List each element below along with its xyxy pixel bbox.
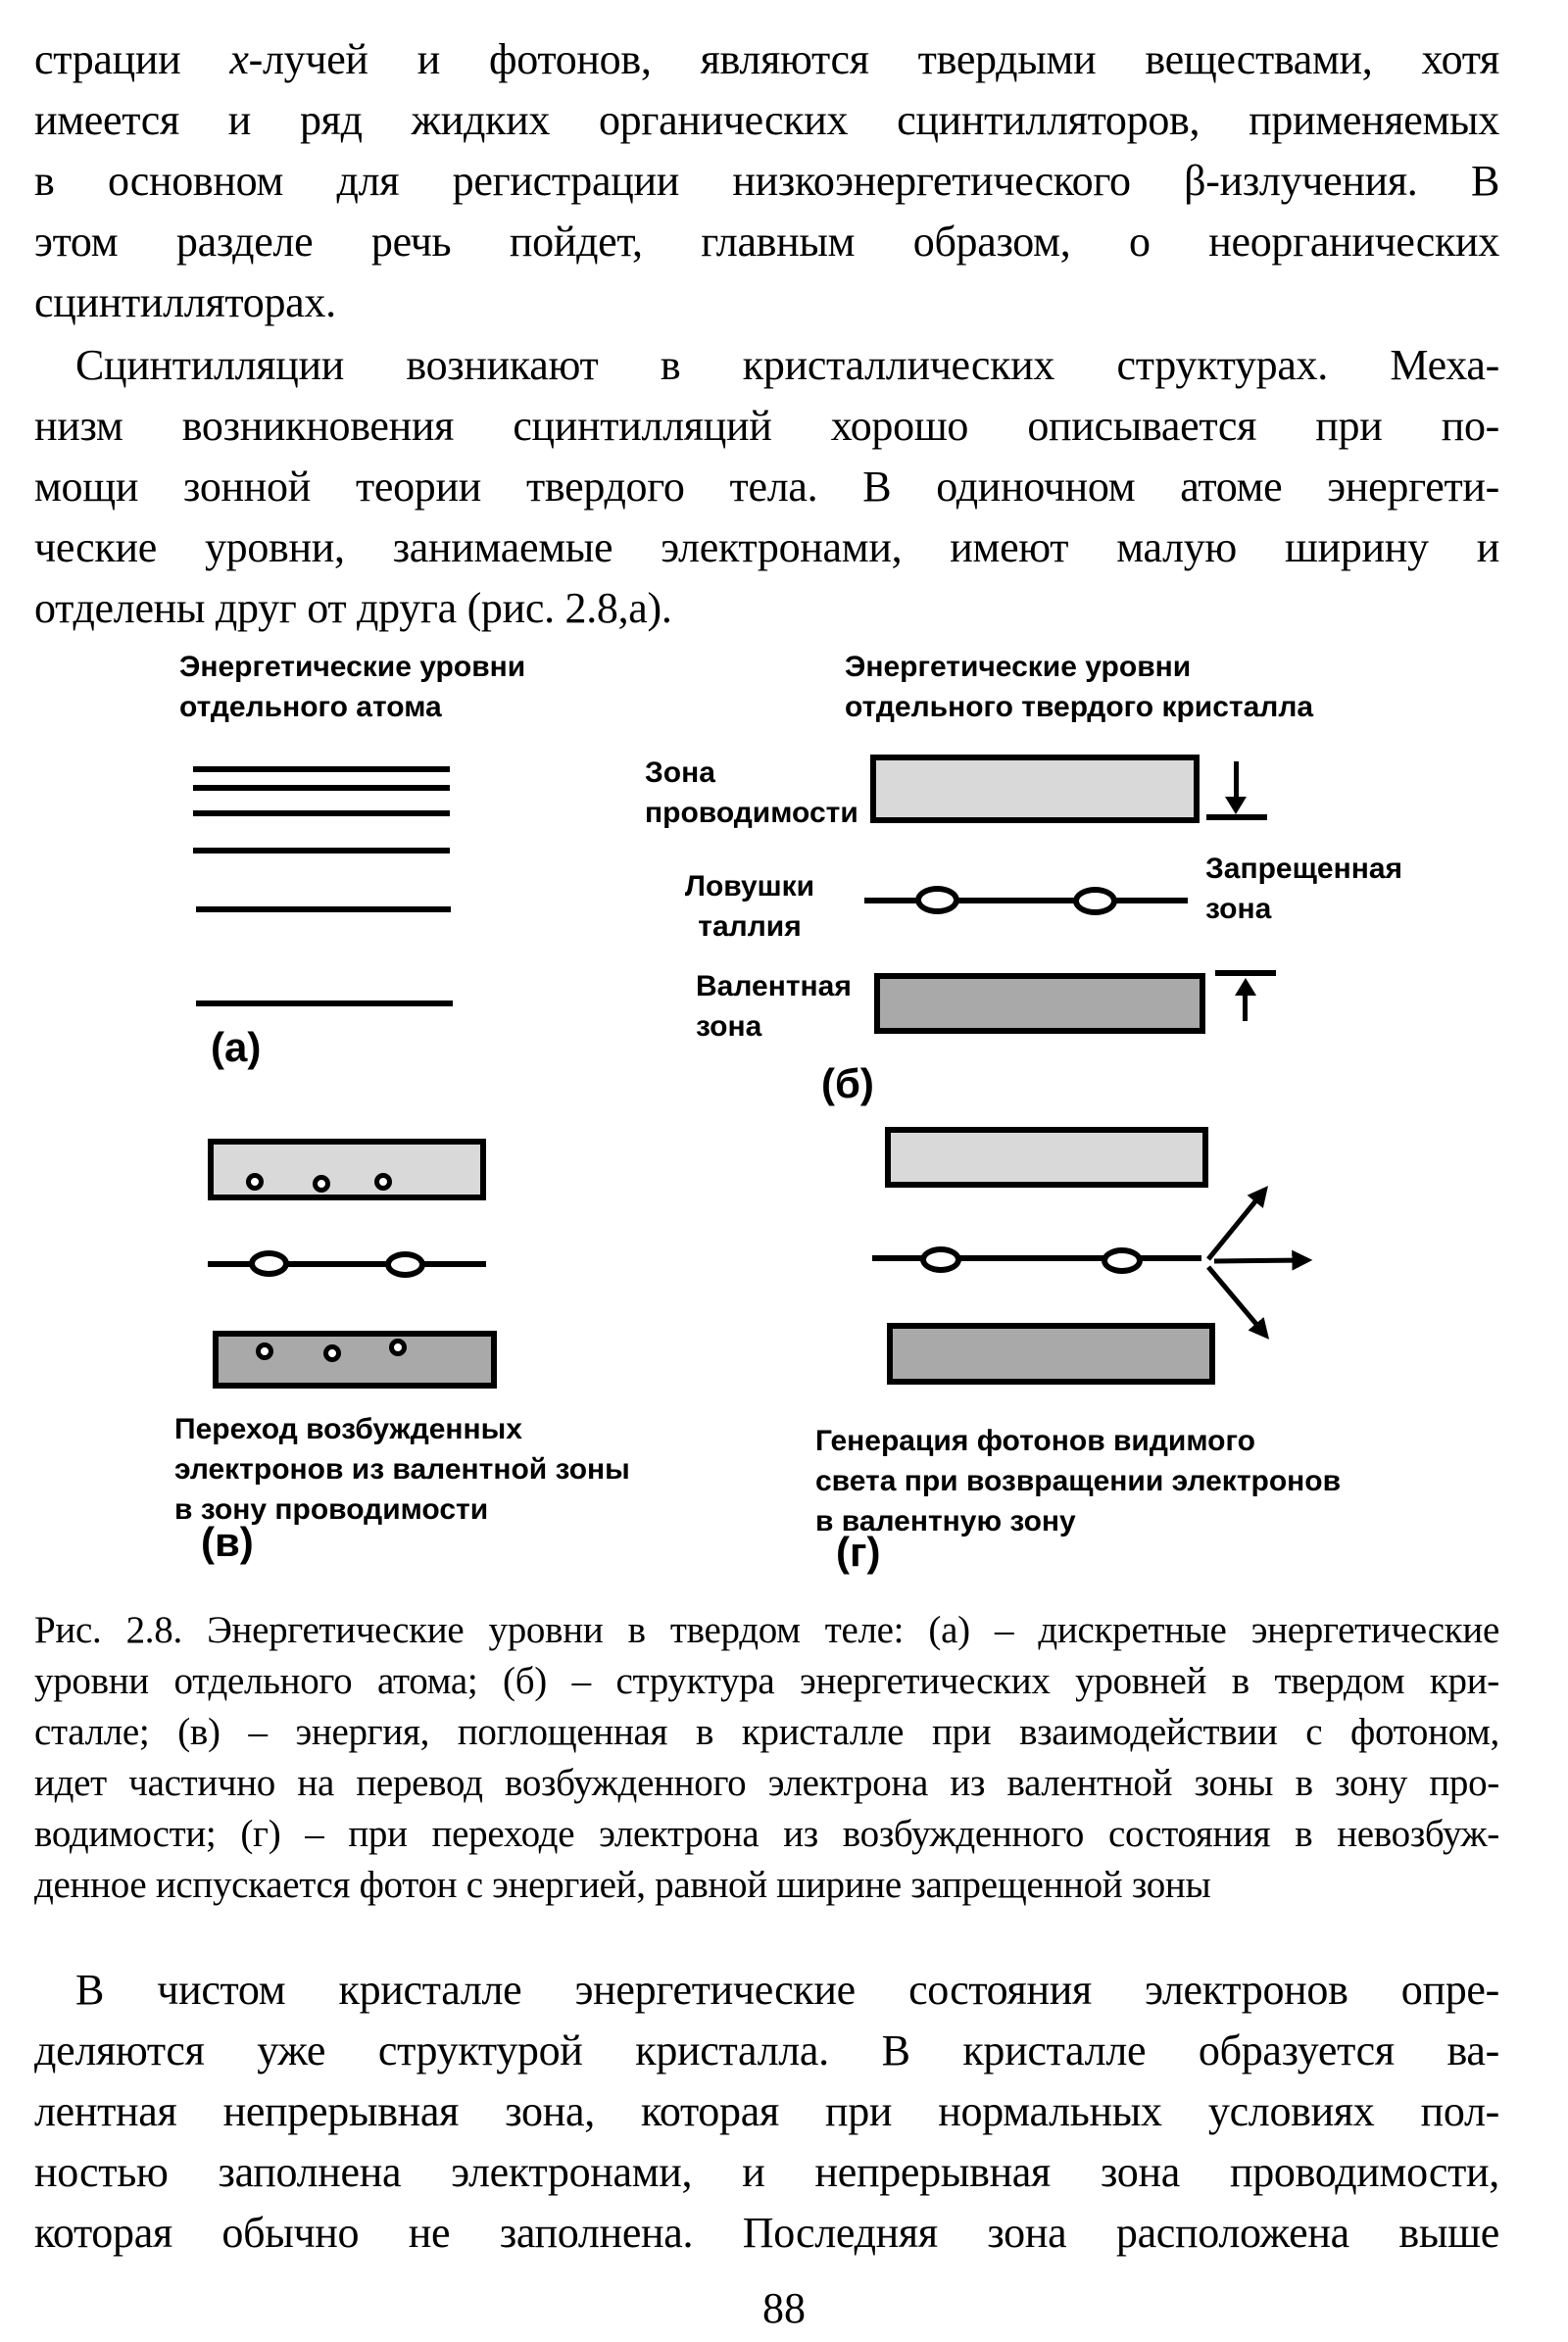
caption-line: света при возвращении электронов [815,1465,1342,1497]
electron-dot-icon [389,1339,407,1356]
energy-level-line [193,810,450,816]
energy-level-line [196,1000,453,1006]
valence-band-rect [213,1331,497,1389]
caption-line: электронов из валентной зоны [174,1453,630,1486]
panel-a-tag: (а) [211,1024,262,1070]
panel-b-title [845,647,1313,727]
label-line: Валентная [696,970,852,1002]
trap-ellipse-icon [915,886,959,914]
label-line: зона [696,1010,762,1043]
conduction-band-label [645,753,858,833]
text-line: отделены друг от друга (рис. 2.8,а). [34,584,672,632]
arrow-head [1225,797,1247,814]
italic-x-run: x [229,35,249,83]
trap-ellipse-icon [920,1246,961,1273]
paragraph-2 [34,335,1499,639]
caption-line: Генерация фотонов видимого [815,1425,1255,1457]
gap-tick-bar [1206,814,1267,820]
caption-line: Рис. 2.8. Энергетические уровни в твердом теле: (а) – дискретные энергетические [34,1609,1499,1651]
text-line: Сцинтилляции возникают в кристаллических структурах. Меха- [75,341,1499,389]
panel-b-tag: (б) [821,1060,874,1106]
paragraph-3 [34,1960,1499,2264]
caption-line: идет частично на перевод возбужденного электрона из валентной зоны в зону про- [34,1762,1499,1804]
gap-tick-bar [1215,970,1276,976]
valence-band-label [696,966,852,1047]
text-line: ностью заполнена электронами, и непрерывная зона проводимости, [34,2148,1499,2196]
trap-ellipse-icon [1102,1247,1143,1274]
text-run: страции [34,35,230,83]
panel-g-tag: (г) [836,1529,881,1575]
trap-ellipse-icon [1073,887,1117,915]
panel-b-title-line: отдельного твердого кристалла [845,691,1314,723]
label-line: Ловушки [684,870,815,903]
paragraph-1 [34,29,1499,333]
text-line: сцинтилляторах. [34,278,336,326]
trap-ellipse-icon [249,1250,289,1277]
text-line: лентная непрерывная зона, которая при нормальных условиях пол- [34,2087,1499,2135]
panel-v-caption [174,1409,630,1530]
text-line: имеется и ряд жидких органических сцинтилляторов, применяемых [34,96,1499,144]
text-run: -лучей и фотонов, являются твердыми веществами, хотя [248,35,1499,83]
panel-a-title [179,647,525,727]
energy-level-line [193,848,450,854]
conduction-band-rect [885,1127,1208,1188]
label-line: проводимости [645,797,858,829]
caption-line: в валентную зону [815,1505,1076,1537]
trap-level-line [864,898,1188,903]
arrow-shaft [1243,994,1248,1021]
panel-g-caption [815,1421,1341,1541]
conduction-band-rect [870,755,1200,823]
text-line: деляются уже структурой кристалла. В кристалле образуется ва- [34,2026,1499,2074]
text-line: ческие уровни, занимаемые электронами, имеют малую ширину и [34,523,1499,571]
valence-band-rect [887,1323,1215,1385]
text-line [34,29,1499,90]
text-line: в основном для регистрации низкоэнергетического β-излучения. В [34,157,1499,205]
arrow-shaft [1234,761,1239,801]
text-line: этом разделе речь пойдет, главным образом, о неорганических [34,218,1499,266]
text-line: которая обычно не заполнена. Последняя зона расположена выше [34,2209,1499,2257]
panel-b-title-line: Энергетические уровни [845,651,1192,683]
caption-line: сталле; (в) – энергия, поглощенная в кристалле при взаимодействии с фотоном, [34,1711,1499,1753]
electron-dot-icon [256,1342,273,1360]
label-line: зона [1205,893,1272,925]
caption-line: денное испускается фотон с энергией, равной ширине запрещенной зоны [34,1864,1211,1906]
caption-line: водимости; (г) – при переходе электрона из возбужденного состояния в невозбуж- [34,1813,1499,1855]
conduction-band-rect [208,1139,486,1200]
electron-dot-icon [313,1175,330,1193]
figure-caption [34,1605,1499,1911]
electron-dot-icon [246,1173,264,1191]
forbidden-zone-label [1205,849,1402,929]
caption-line: уровни отдельного атома; (б) – структура энергетических уровней в твердом кри- [34,1660,1499,1702]
text-line: В чистом кристалле энергетические состояния электронов опре- [75,1966,1499,2014]
panel-a-title-line: отдельного атома [179,691,442,723]
text-line: низм возникновения сцинтилляций хорошо описывается при по- [34,402,1499,450]
electron-dot-icon [374,1173,392,1191]
electron-dot-icon [323,1344,341,1362]
panel-a-title-line: Энергетические уровни [179,651,526,683]
panel-v-tag: (в) [201,1519,254,1565]
valence-band-rect [874,973,1205,1034]
text-line: мощи зонной теории твердого тела. В одиночном атоме энергети- [34,463,1499,511]
energy-level-line [196,906,451,912]
trap-ellipse-icon [385,1251,425,1278]
energy-level-line [193,766,450,772]
caption-line: в зону проводимости [174,1493,489,1526]
page-number: 88 [762,2284,806,2332]
label-line: Запрещенная [1205,853,1403,885]
label-line: Зона [645,756,715,789]
energy-level-line [193,785,450,791]
caption-line: Переход возбужденных [174,1413,522,1445]
label-line: таллия [698,910,802,943]
thallium-traps-label [681,866,818,947]
